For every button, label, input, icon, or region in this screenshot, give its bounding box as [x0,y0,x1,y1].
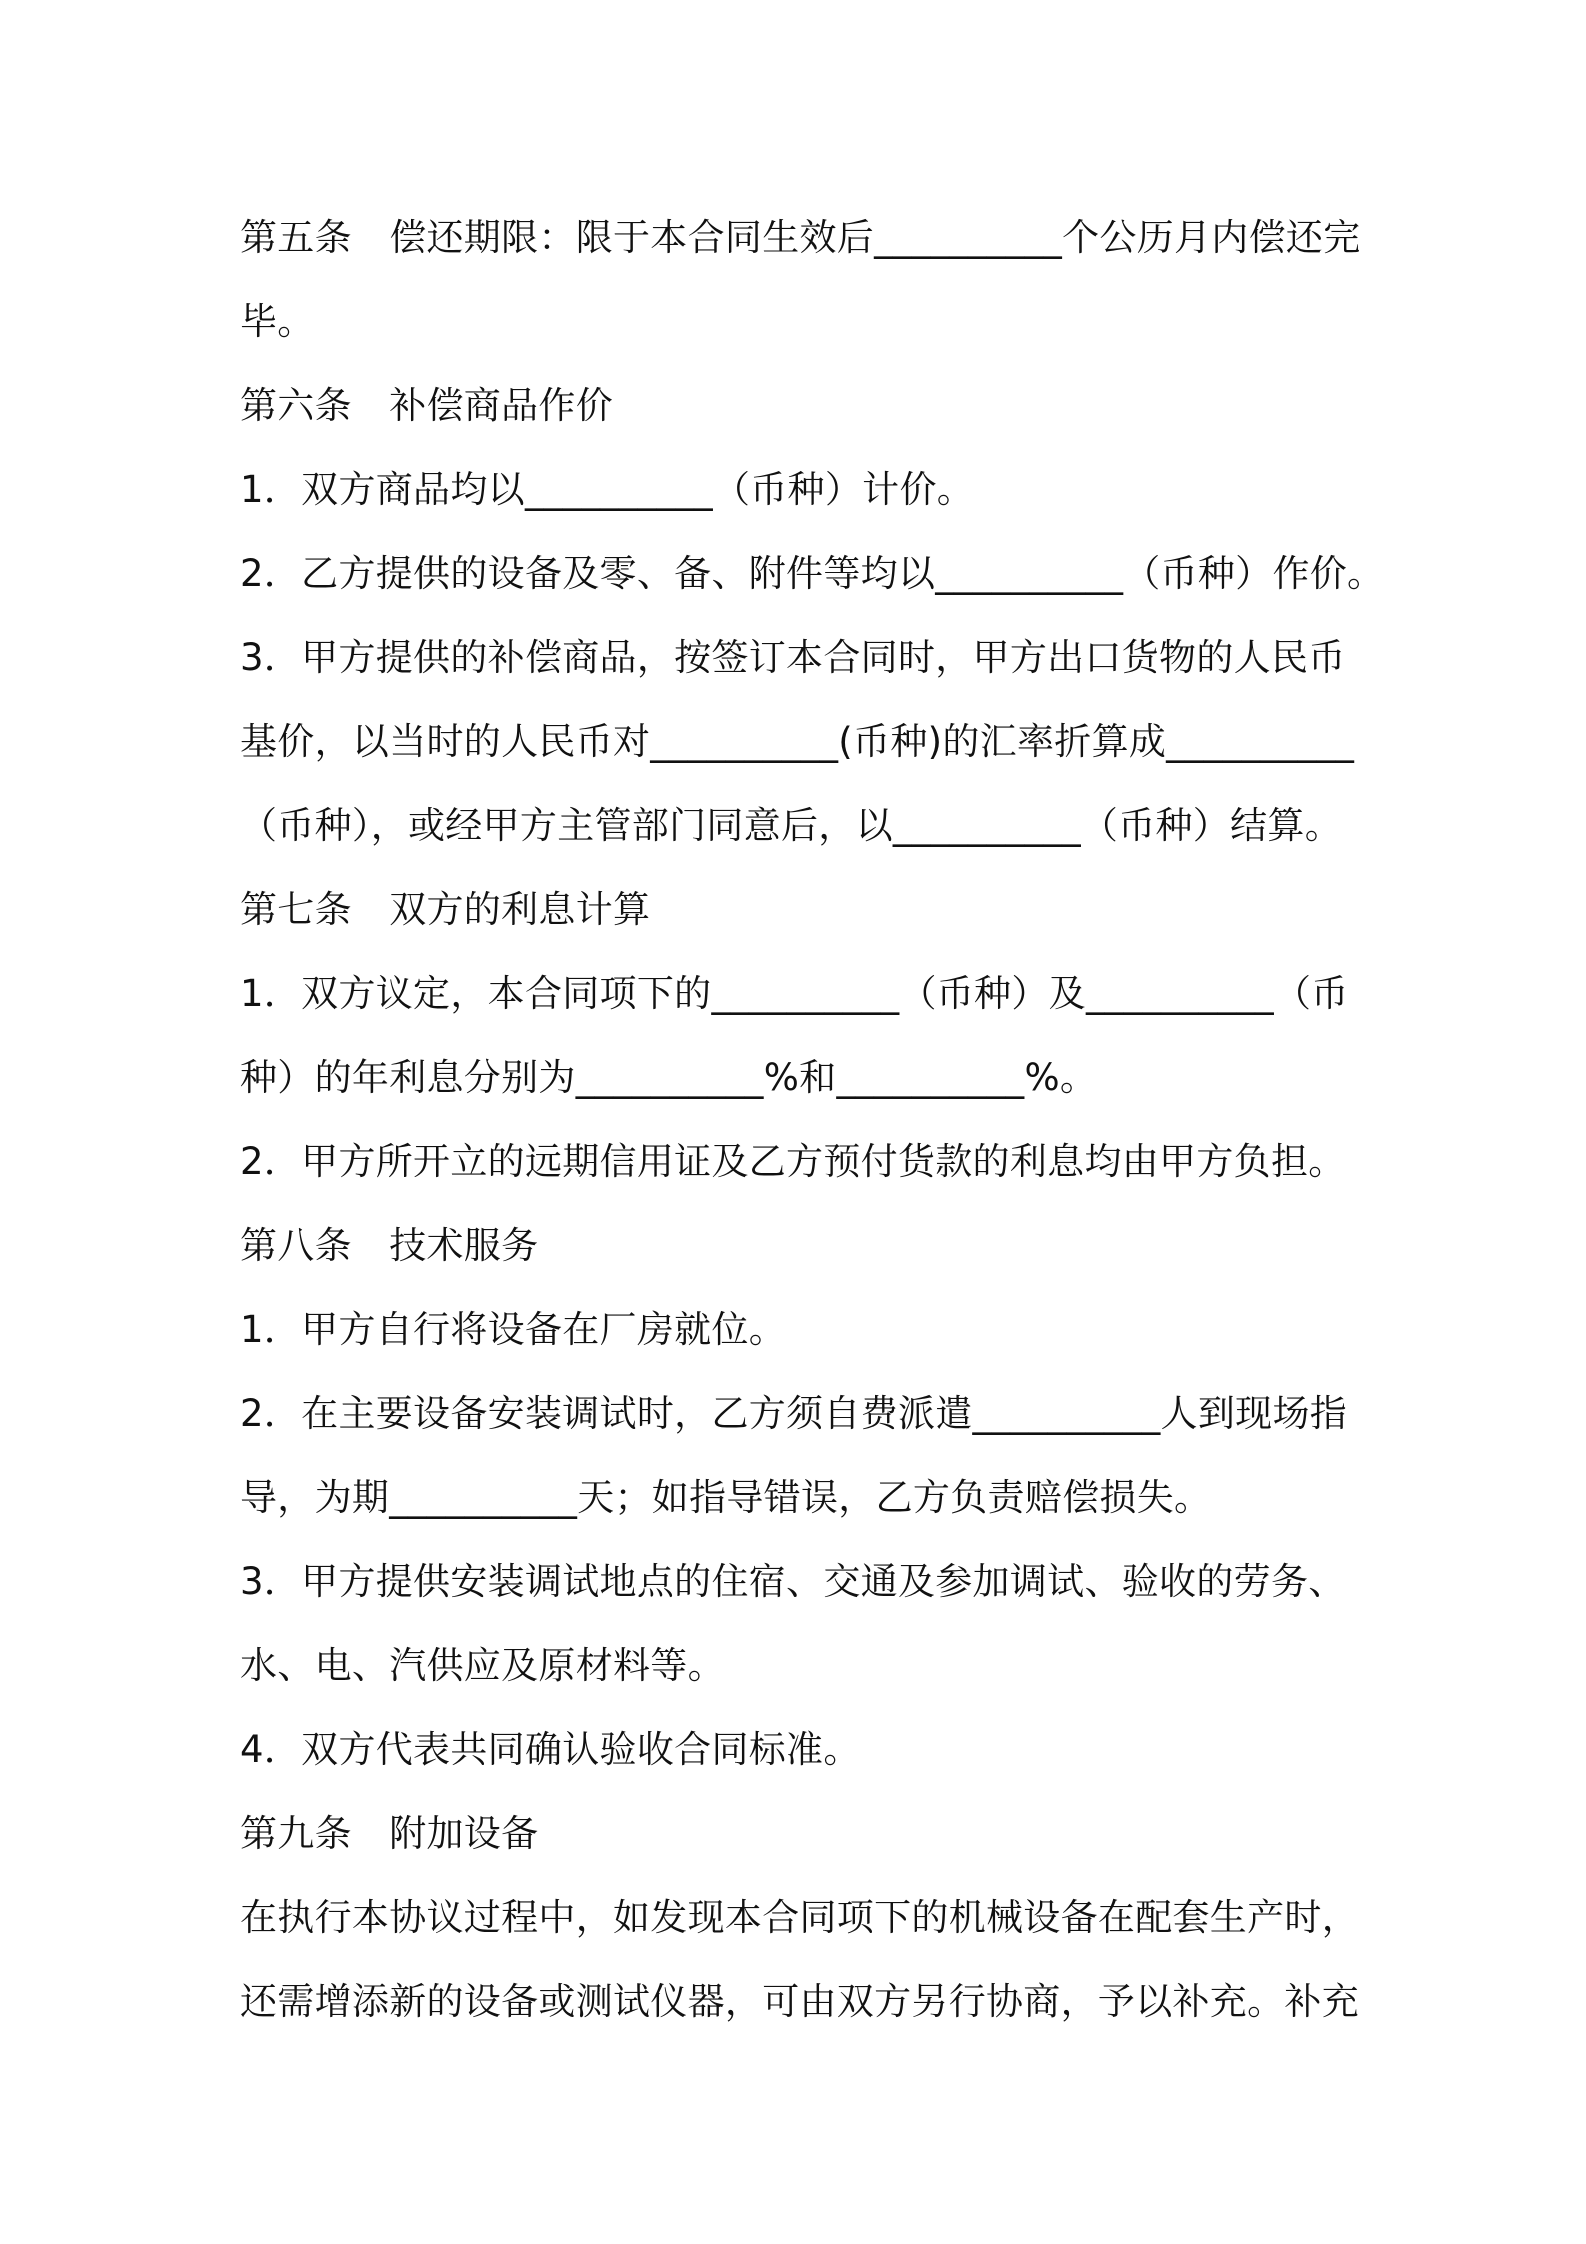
text-line: 4．双方代表共同确认验收合同标准。 [240,1728,861,1771]
text-line: 第五条 偿还期限：限于本合同生效后__________个公历月内偿还完 [240,216,1361,259]
text-line: 3．甲方提供安装调试地点的住宿、交通及参加调试、验收的劳务、 [240,1560,1346,1603]
text-line: 在执行本协议过程中，如发现本合同项下的机械设备在配套生产时， [240,1896,1359,1939]
contract-text-body [240,196,1385,2044]
text-line: 1．双方商品均以__________（币种）计价。 [240,468,975,511]
text-line: 还需增添新的设备或测试仪器，可由双方另行协商，予以补充。补充 [240,1980,1359,2023]
text-line: 1．双方议定，本合同项下的__________（币种）及__________（币 [240,972,1349,1015]
text-line: 基价，以当时的人民币对__________(币种)的汇率折算成__________ [240,720,1355,763]
article-heading: 第七条 双方的利息计算 [240,888,651,931]
text-line: 导，为期__________天；如指导错误，乙方负责赔偿损失。 [240,1476,1212,1519]
text-line: 2．在主要设备安装调试时，乙方须自费派遣__________人到现场指 [240,1392,1348,1435]
article-heading: 第八条 技术服务 [240,1224,539,1267]
text-line: 毕。 [240,300,315,343]
text-line: 2．甲方所开立的远期信用证及乙方预付货款的利息均由甲方负担。 [240,1140,1346,1183]
article-heading: 第六条 补偿商品作价 [240,384,613,427]
text-line: 种）的年利息分别为__________%和__________%。 [240,1056,1098,1099]
text-line: 1．甲方自行将设备在厂房就位。 [240,1308,787,1351]
text-line: 3．甲方提供的补偿商品，按签订本合同时，甲方出口货物的人民币 [240,636,1346,679]
text-line: （币种），或经甲方主管部门同意后，以__________（币种）结算。 [240,804,1342,847]
text-line: 水、电、汽供应及原材料等。 [240,1644,725,1687]
text-line: 2．乙方提供的设备及零、备、附件等均以__________（币种）作价。 [240,552,1385,595]
article-heading: 第九条 附加设备 [240,1812,539,1855]
